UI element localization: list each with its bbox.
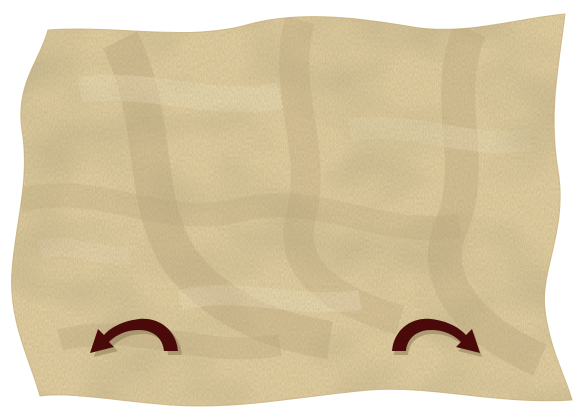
next-page-button[interactable]	[388, 313, 484, 361]
curved-arrow-right-icon	[388, 313, 484, 361]
previous-page-button[interactable]	[86, 313, 182, 361]
curved-arrow-left-icon	[86, 313, 182, 361]
